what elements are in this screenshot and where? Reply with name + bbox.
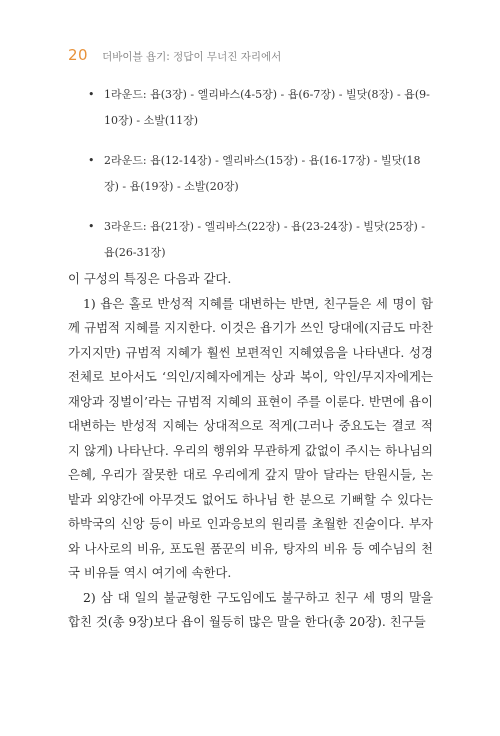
round-1-text: 1라운드: 욥(3장) - 엘리바스(4-5장) - 욥(6-7장) - 빌닷(8장) - 욥(9-10장) - 소발(11장) — [104, 88, 430, 127]
point-2-paragraph: 2) 삼 대 일의 불균형한 구도임에도 불구하고 친구 세 명의 말을 합친 것(총 9장)보다 욥이 월등히 많은 말을 한다(총 20장). 친구들 — [68, 589, 433, 629]
body-text — [68, 267, 433, 635]
page-header — [68, 46, 281, 66]
rounds-list — [88, 82, 433, 280]
list-item — [88, 214, 433, 266]
page-number: 20 — [68, 46, 89, 64]
round-2-text: 2라운드: 욥(12-14장) - 엘리바스(15장) - 욥(16-17장) - 빌닷(18장) - 욥(19장) - 소발(20장) — [104, 154, 421, 193]
point-1-paragraph: 1) 욥은 홀로 반성적 지혜를 대변하는 반면, 친구들은 세 명이 함께 규범적 지혜를 지지한다. 이것은 욥기가 쓰인 당대에(지금도 마찬가지지만) 규범적 지혜가 훨씬 보편적인 지혜였음을 나타낸다. 성경 전체로 보아서도 ‘의인/지혜자에게는 상과 복이, 악인/무지자에게는 재앙과 징벌이’라는 규범적 지혜의 표현이 주를 이룬다. 반면에 욥이 대변하는 반성적 지혜는 상대적으로 적게(그러나 중요도는 결코 적지 않게) 나타난다. 우리의 행위와 무관하게 값없이 주시는 하나님의 은혜, 우리가 잘못한 대로 우리에게 갚지 말아 달라는 탄원시들, 논밭과 외양간에 아무것도 없어도 하나님 한 분으로 기뻐할 수 있다는 하박국의 신앙 등이 바로 인과응보의 원리를 초월한 진술이다. 부자와 나사로의 비유, 포도원 품꾼의 비유, 탕자의 비유 등 예수님의 천국 비유들 역시 여기에 속한다. — [68, 295, 433, 580]
running-head: 더바이블 욥기: 정답이 무너진 자리에서 — [102, 51, 282, 63]
list-item — [88, 148, 433, 200]
list-item — [88, 82, 433, 134]
bullet-icon: • — [88, 220, 95, 233]
round-3-text: 3라운드: 욥(21장) - 엘리바스(22장) - 욥(23-24장) - 빌닷(25장) - 욥(26-31장) — [104, 220, 425, 259]
bullet-icon: • — [88, 154, 95, 167]
bullet-icon: • — [88, 88, 95, 101]
intro-paragraph: 이 구성의 특징은 다음과 같다. — [68, 271, 232, 286]
